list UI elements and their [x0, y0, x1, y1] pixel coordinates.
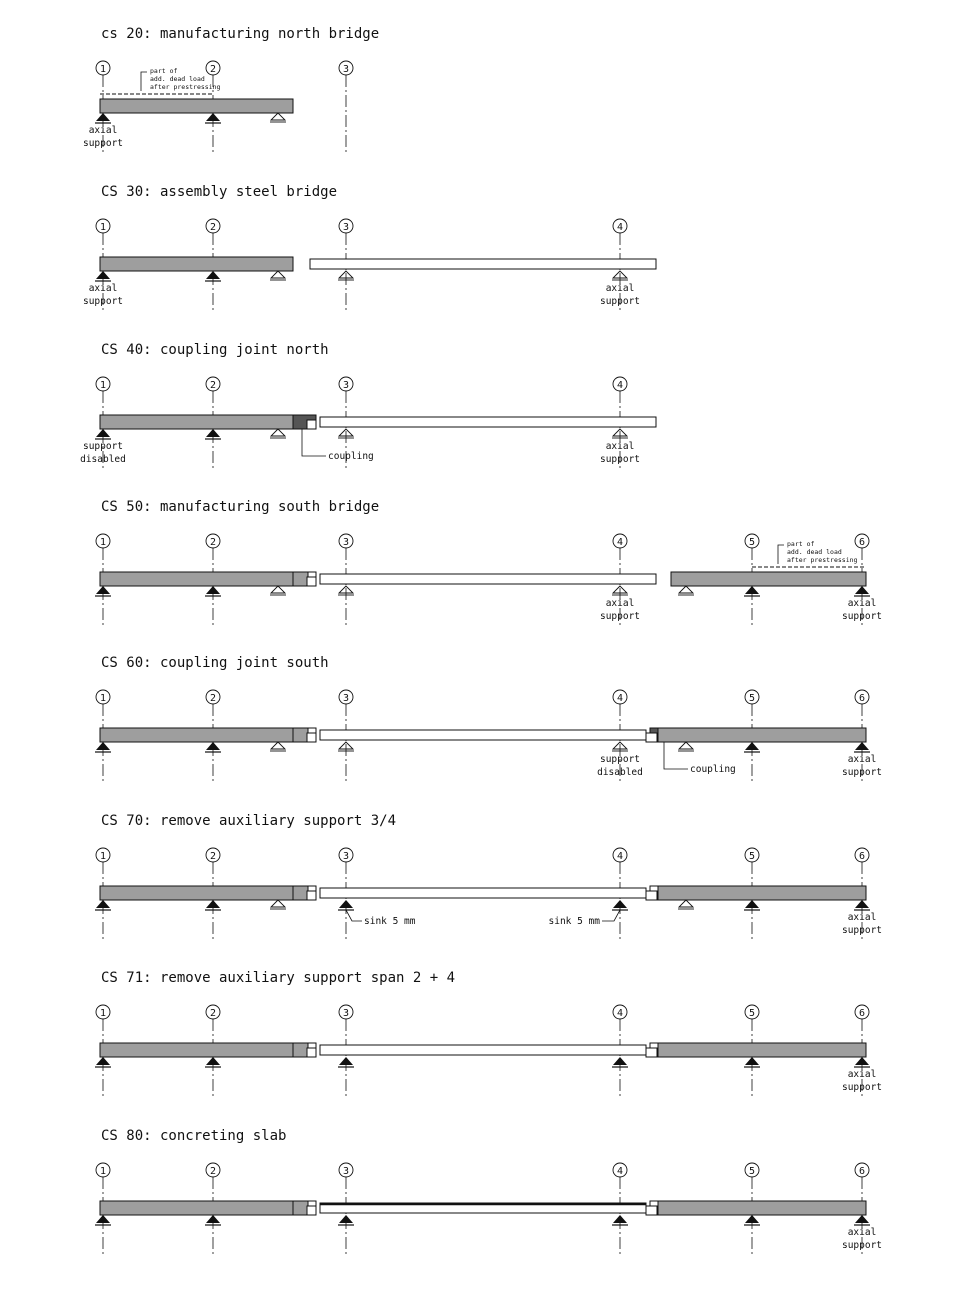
- coupling-label: coupling: [328, 451, 374, 462]
- north-concrete-beam: [100, 886, 308, 900]
- fixed-support-icon: [96, 900, 110, 908]
- stage-title: CS 40: coupling joint north: [101, 342, 329, 358]
- coupling-joint-north-steel-end: [307, 420, 316, 429]
- axis-label-3: 3: [342, 851, 350, 862]
- fixed-support-icon: [339, 1057, 353, 1065]
- north-concrete-beam: [100, 1201, 308, 1215]
- axis-label-4: 4: [616, 693, 624, 704]
- stage-title: CS 30: assembly steel bridge: [101, 184, 338, 200]
- dead-load-note: part of: [787, 540, 815, 548]
- fixed-support-icon: [613, 1057, 627, 1065]
- steel-beam: [320, 417, 656, 427]
- stage-2: [83, 184, 656, 310]
- axis-label-5: 5: [748, 537, 756, 548]
- fixed-support-icon: [613, 1215, 627, 1223]
- support-label-4: support: [599, 611, 641, 622]
- coupling-joint-south-steel-end: [646, 733, 657, 742]
- stage-3: [80, 342, 656, 468]
- stage-title: cs 20: manufacturing north bridge: [101, 26, 380, 42]
- sink-label: sink 5 mm: [548, 916, 600, 927]
- coupling-joint-south-steel-end: [646, 1048, 657, 1057]
- axis-label-6: 6: [858, 1008, 866, 1019]
- support-label-4: axial: [605, 598, 635, 609]
- steel-beam: [310, 259, 656, 269]
- north-concrete-beam: [100, 1043, 308, 1057]
- support-label-1: support: [82, 138, 124, 149]
- stage-title: CS 50: manufacturing south bridge: [101, 499, 380, 515]
- fixed-support-icon: [745, 742, 759, 750]
- axis-label-2: 2: [209, 851, 217, 862]
- fixed-support-icon: [855, 586, 869, 594]
- axis-label-3: 3: [342, 64, 350, 75]
- north-concrete-beam: [100, 728, 308, 742]
- axis-label-1: 1: [99, 693, 107, 704]
- coupling-leader: [664, 742, 688, 769]
- fixed-support-icon: [855, 1215, 869, 1223]
- sink-leader: [346, 910, 362, 921]
- dead-load-note: add. dead load: [150, 75, 205, 83]
- axis-label-5: 5: [748, 851, 756, 862]
- auxiliary-support-icon: [271, 429, 285, 436]
- stage-title: CS 60: coupling joint south: [101, 655, 329, 671]
- axis-label-4: 4: [616, 222, 624, 233]
- steel-beam: [320, 574, 656, 584]
- fixed-support-icon: [206, 113, 220, 121]
- axis-label-3: 3: [342, 222, 350, 233]
- axis-label-2: 2: [209, 693, 217, 704]
- axis-label-4: 4: [616, 1008, 624, 1019]
- north-concrete-beam: [100, 257, 293, 271]
- support-label-4: support: [599, 296, 641, 307]
- support-label-4: axial: [605, 441, 635, 452]
- axis-label-4: 4: [616, 851, 624, 862]
- support-label-6: support: [841, 1082, 883, 1093]
- fixed-support-icon: [339, 900, 353, 908]
- fixed-support-icon: [855, 900, 869, 908]
- fixed-support-icon: [206, 742, 220, 750]
- fixed-support-icon: [745, 1215, 759, 1223]
- coupling-joint-north-steel-end: [307, 577, 316, 586]
- support-label-6: support: [841, 925, 883, 936]
- fixed-support-icon: [96, 113, 110, 121]
- south-concrete-beam: [658, 1043, 866, 1057]
- axis-label-2: 2: [209, 64, 217, 75]
- support-label-6: axial: [847, 912, 877, 923]
- support-label-6: axial: [847, 1227, 877, 1238]
- fixed-support-icon: [745, 586, 759, 594]
- axis-label-3: 3: [342, 1166, 350, 1177]
- fixed-support-icon: [206, 429, 220, 437]
- coupling-joint-south-steel-end: [646, 1206, 657, 1215]
- dead-load-note: part of: [150, 67, 178, 75]
- auxiliary-support-icon: [271, 586, 285, 593]
- axis-label-5: 5: [748, 1166, 756, 1177]
- dead-load-note: after prestressing: [150, 83, 221, 91]
- dead-load-leader: [778, 545, 784, 564]
- auxiliary-support-icon: [271, 113, 285, 120]
- axis-label-4: 4: [616, 380, 624, 391]
- fixed-support-icon: [855, 742, 869, 750]
- support-label-4: support: [599, 454, 641, 465]
- axis-label-1: 1: [99, 537, 107, 548]
- axis-label-2: 2: [209, 1008, 217, 1019]
- support-label-6: support: [841, 767, 883, 778]
- fixed-support-icon: [613, 900, 627, 908]
- axis-label-6: 6: [858, 537, 866, 548]
- fixed-support-icon: [96, 742, 110, 750]
- axis-label-3: 3: [342, 537, 350, 548]
- fixed-support-icon: [96, 429, 110, 437]
- support-label-6: support: [841, 611, 883, 622]
- stage-title: CS 70: remove auxiliary support 3/4: [101, 813, 397, 829]
- fixed-support-icon: [96, 271, 110, 279]
- coupling-joint-north-steel-end: [307, 733, 316, 742]
- fixed-support-icon: [96, 1215, 110, 1223]
- axis-label-1: 1: [99, 851, 107, 862]
- coupling-joint-north-steel-end: [307, 891, 316, 900]
- axis-label-1: 1: [99, 1008, 107, 1019]
- auxiliary-support-icon: [679, 900, 693, 907]
- support-label-1: support: [82, 441, 124, 452]
- axis-label-6: 6: [858, 693, 866, 704]
- support-label-1: axial: [88, 283, 118, 294]
- south-concrete-beam: [658, 886, 866, 900]
- north-concrete-beam: [100, 415, 308, 429]
- fixed-support-icon: [745, 900, 759, 908]
- coupling-leader: [302, 429, 326, 456]
- axis-label-5: 5: [748, 1008, 756, 1019]
- support-label-6: axial: [847, 1069, 877, 1080]
- dead-load-leader: [141, 72, 147, 91]
- axis-label-1: 1: [99, 1166, 107, 1177]
- axis-label-3: 3: [342, 380, 350, 391]
- auxiliary-support-icon: [679, 742, 693, 749]
- axis-label-5: 5: [748, 693, 756, 704]
- dead-load-note: after prestressing: [787, 556, 858, 564]
- fixed-support-icon: [855, 1057, 869, 1065]
- dead-load-note: add. dead load: [787, 548, 842, 556]
- axis-label-6: 6: [858, 851, 866, 862]
- fixed-support-icon: [206, 1057, 220, 1065]
- axis-label-4: 4: [616, 1166, 624, 1177]
- stage-8: [95, 1128, 882, 1254]
- coupling-label: coupling: [690, 764, 736, 775]
- fixed-support-icon: [745, 1057, 759, 1065]
- axis-label-2: 2: [209, 380, 217, 391]
- south-concrete-beam: [658, 1201, 866, 1215]
- support-label-4: support: [599, 754, 641, 765]
- axis-label-1: 1: [99, 222, 107, 233]
- stage-title: CS 71: remove auxiliary support span 2 + 4: [101, 970, 456, 986]
- stage-1: [83, 26, 379, 152]
- fixed-support-icon: [206, 586, 220, 594]
- auxiliary-support-icon: [271, 900, 285, 907]
- coupling-joint-south-steel-end: [646, 891, 657, 900]
- auxiliary-support-icon: [679, 586, 693, 593]
- stage-title: CS 80: concreting slab: [101, 1128, 287, 1144]
- coupling-joint-north-steel-end: [307, 1048, 316, 1057]
- axis-label-2: 2: [209, 1166, 217, 1177]
- fixed-support-icon: [96, 586, 110, 594]
- auxiliary-support-icon: [271, 742, 285, 749]
- support-label-6: support: [841, 1240, 883, 1251]
- axis-label-3: 3: [342, 1008, 350, 1019]
- axis-label-1: 1: [99, 64, 107, 75]
- axis-label-4: 4: [616, 537, 624, 548]
- steel-beam: [320, 1045, 646, 1055]
- stage-5: [95, 655, 882, 781]
- north-concrete-beam: [100, 572, 308, 586]
- fixed-support-icon: [206, 1215, 220, 1223]
- support-label-6: axial: [847, 754, 877, 765]
- support-label-1: support: [82, 296, 124, 307]
- support-label-6: axial: [847, 598, 877, 609]
- fixed-support-icon: [206, 900, 220, 908]
- north-concrete-beam: [100, 99, 293, 113]
- sink-leader: [602, 910, 620, 921]
- fixed-support-icon: [206, 271, 220, 279]
- axis-label-6: 6: [858, 1166, 866, 1177]
- support-label-1: disabled: [80, 454, 126, 465]
- fixed-support-icon: [96, 1057, 110, 1065]
- steel-beam: [320, 730, 646, 740]
- fixed-support-icon: [339, 1215, 353, 1223]
- stage-7: [95, 970, 882, 1096]
- axis-label-1: 1: [99, 380, 107, 391]
- axis-label-2: 2: [209, 537, 217, 548]
- sink-label: sink 5 mm: [364, 916, 416, 927]
- south-concrete-beam: [671, 572, 866, 586]
- stage-6: [95, 813, 882, 939]
- auxiliary-support-icon: [271, 271, 285, 278]
- support-label-4: axial: [605, 283, 635, 294]
- steel-beam: [320, 888, 646, 898]
- support-label-4: disabled: [597, 767, 643, 778]
- south-concrete-beam: [658, 728, 866, 742]
- support-label-1: axial: [88, 125, 118, 136]
- coupling-joint-north-steel-end: [307, 1206, 316, 1215]
- axis-label-2: 2: [209, 222, 217, 233]
- stage-4: [95, 499, 882, 625]
- axis-label-3: 3: [342, 693, 350, 704]
